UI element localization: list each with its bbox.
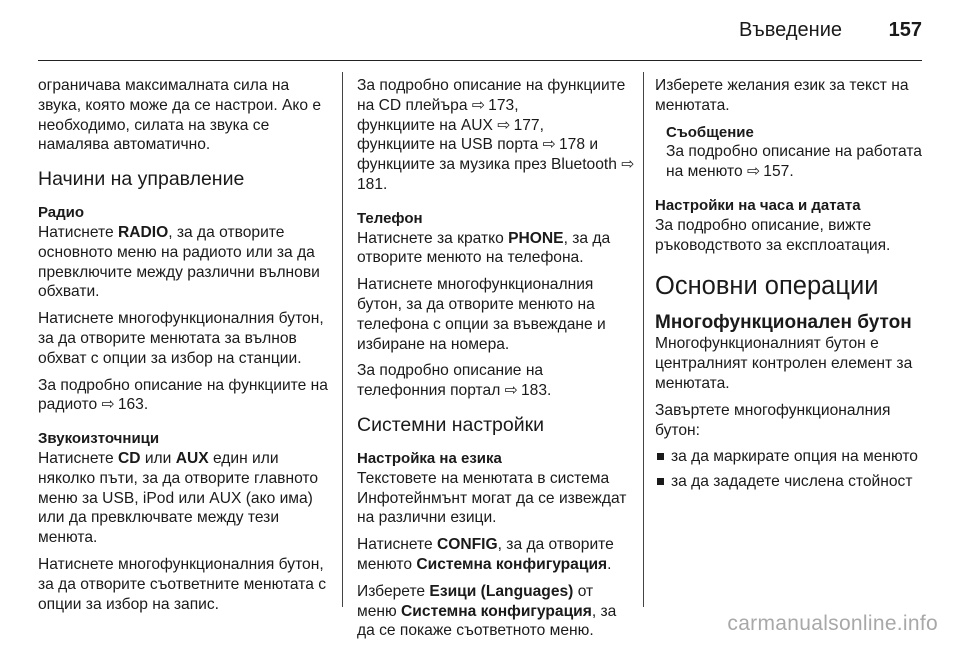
note-heading: Съобщение [666, 123, 754, 141]
radio-paragraph-3 [38, 376, 328, 416]
radio-key: RADIO [117, 223, 169, 241]
note-box [655, 123, 929, 182]
text: Натиснете [38, 223, 118, 241]
column-divider-2 [643, 72, 644, 607]
page-ref-icon: ⇨ [621, 156, 635, 174]
radio-paragraph-2: Натиснете многофункционалния бутон, за да отворите менютата за вълнов обхват с опции за избор на станции. [38, 310, 324, 367]
section-title-system: Системни настройки [357, 413, 545, 436]
page-ref: 183. [520, 382, 552, 400]
phone-paragraph-1 [357, 229, 635, 269]
page-ref-icon: ⇨ [471, 96, 485, 114]
text: , за да отворите основното меню на радиото или за да превключите между различни вълнови обхвати. [38, 223, 320, 301]
mfb-bullet-list [655, 447, 929, 492]
page-ref-icon: ⇨ [101, 396, 115, 414]
phone-heading: Телефон [357, 209, 423, 227]
sources-paragraph-1 [38, 449, 328, 548]
page-ref-icon: ⇨ [746, 163, 761, 181]
page-ref: 177, [513, 116, 544, 134]
mfb-paragraph-1: Многофункционалният бутон е централният контролен елемент за менютата. [655, 335, 913, 392]
column-1 [38, 76, 328, 621]
text: , за да се покаже съответното меню. [357, 602, 617, 640]
page-header [0, 0, 960, 62]
language-paragraph-1: Текстовете на менютата в система Инфотейнмънт могат да се извеждат на различни езици. [357, 469, 627, 527]
page-ref: 181. [357, 175, 388, 193]
chapter-title: Въведение [738, 19, 842, 41]
radio-paragraph-1 [38, 223, 328, 302]
language-paragraph-4: Изберете желания език за текст на менютата. [655, 77, 909, 114]
page-ref: 157. [763, 163, 794, 181]
note-text [666, 142, 929, 182]
text: или [140, 449, 176, 467]
menu-name: Системна конфигурация [401, 602, 592, 620]
header-rule [38, 60, 922, 61]
language-paragraph-2 [357, 535, 635, 575]
page-ref-icon: ⇨ [542, 136, 556, 154]
page-ref-icon: ⇨ [504, 382, 518, 400]
config-key: CONFIG [436, 536, 498, 554]
phone-paragraph-2: Натиснете многофункционалния бутон, за да отворите менюто на телефона с опции за въвеждане и избиране на номера. [357, 276, 606, 353]
text: За подробно описание на функциите на радиото [38, 376, 328, 414]
text: За подробно описание на работата на менюто [666, 143, 922, 181]
aux-key: AUX [175, 449, 209, 467]
text: Натиснете за кратко [357, 229, 509, 247]
text: Натиснете [38, 449, 118, 467]
page-ref: 163. [117, 396, 149, 414]
radio-heading: Радио [38, 204, 85, 222]
media-refs-paragraph [357, 76, 635, 195]
sources-heading: Звукоизточници [38, 430, 160, 448]
option-name: Езици (Languages) [429, 582, 574, 600]
text: Изберете [357, 582, 430, 600]
list-item: за да маркирате опция на менюто [655, 447, 929, 467]
text: функциите за музика през Bluetooth [357, 156, 622, 174]
page-ref: 178 и [558, 136, 599, 154]
clock-heading: Настройки на часа и датата [655, 196, 861, 214]
column-3 [655, 76, 929, 497]
phone-paragraph-3 [357, 361, 635, 401]
text: Натиснете [357, 536, 437, 554]
text: един или няколко пъти, за да отворите главното меню за USB, iPod или AUX (ако има) или да превключвате между тези менюта. [38, 449, 319, 547]
text: , за да отворите менюто на телефона. [357, 229, 611, 267]
mfb-paragraph-2: Завъртете многофункционалния бутон: [655, 401, 891, 439]
section-title-basic: Основни операции [655, 272, 879, 301]
text: . [607, 555, 612, 573]
column-2 [357, 76, 635, 648]
intro-paragraph: ограничава максималната сила на звука, която може да се настрои. Ако е необходимо, силата на звука се намалява автоматично. [38, 77, 322, 154]
watermark: carmanualsonline.info [727, 612, 938, 635]
text: функциите на USB порта [357, 136, 543, 154]
language-paragraph-3 [357, 582, 635, 641]
column-divider-1 [342, 72, 343, 607]
mfb-heading: Многофункционален бутон [655, 312, 912, 334]
phone-key: PHONE [508, 229, 564, 247]
page-number: 157 [888, 19, 922, 41]
list-item: за да зададете числена стойност [655, 472, 929, 492]
clock-paragraph: За подробно описание, вижте ръководството за експлоатация. [655, 216, 891, 254]
text: функциите на AUX [357, 116, 498, 134]
page-ref: 173, [488, 96, 519, 114]
text: от меню [357, 582, 594, 620]
section-title-controls: Начини на управление [38, 168, 245, 191]
sources-paragraph-2: Натиснете многофункционалния бутон, за да отворите съответните менютата с опции за избор на запис. [38, 555, 327, 613]
cd-key: CD [117, 449, 141, 467]
text: , за да отворите менюто [357, 536, 614, 573]
text: За подробно описание на функциите на CD плейъра [357, 77, 626, 114]
menu-name: Системна конфигурация [416, 555, 608, 573]
page-ref-icon: ⇨ [497, 116, 511, 134]
text: За подробно описание на телефонния портал [357, 362, 544, 400]
language-heading: Настройка на езика [357, 449, 502, 467]
